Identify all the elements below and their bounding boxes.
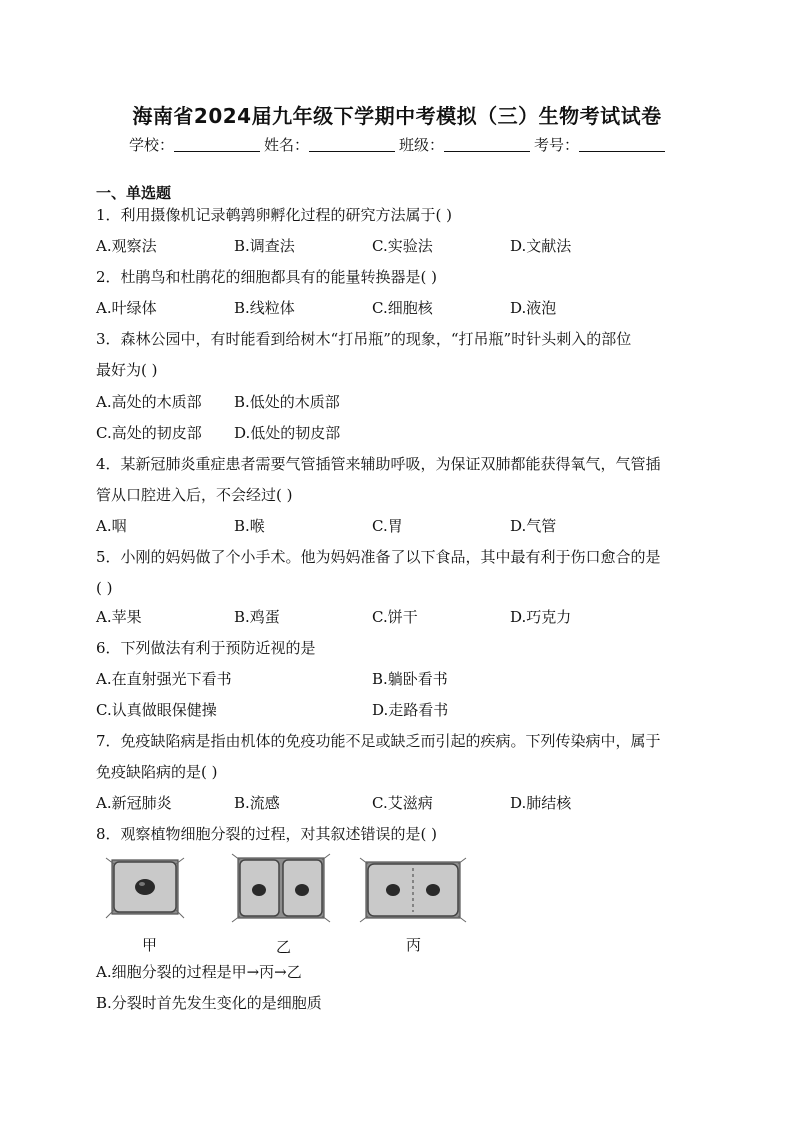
q6-option-a[interactable]: A.在直射强光下看书: [96, 670, 232, 688]
q4-option-c[interactable]: C.胃: [372, 517, 403, 535]
q6-option-b[interactable]: B.躺卧看书: [372, 670, 448, 688]
section-heading: 一、单选题: [96, 184, 172, 202]
question-2-stem: 2．杜鹃鸟和杜鹃花的细胞都具有的能量转换器是( ): [96, 268, 438, 286]
q7-option-d[interactable]: D.肺结核: [510, 794, 572, 812]
q1-option-b[interactable]: B.调查法: [234, 237, 295, 255]
q8-option-b[interactable]: B.分裂时首先发生变化的是细胞质: [96, 994, 322, 1012]
q4-option-b[interactable]: B.喉: [234, 517, 265, 535]
name-label: 姓名：: [263, 136, 309, 154]
q3-option-d[interactable]: D.低处的韧皮部: [234, 424, 341, 442]
cell-division-figure: [100, 852, 480, 962]
exam-number-field[interactable]: [534, 134, 665, 155]
cell-bing-illustration: [360, 858, 466, 922]
q5-option-d[interactable]: D.巧克力: [510, 608, 572, 626]
q1-option-a[interactable]: A.观察法: [96, 237, 157, 255]
question-3-stem-line1: 3．森林公园中，有时能看到给树木“打吊瓶”的现象，“打吊瓶”时针头刺入的部位: [96, 330, 632, 348]
student-info-row: [0, 134, 794, 155]
question-7-stem-line2: 免疫缺陷病的是( ): [96, 763, 218, 781]
q4-option-d[interactable]: D.气管: [510, 517, 557, 535]
class-blank[interactable]: [444, 137, 530, 152]
q6-option-c[interactable]: C.认真做眼保健操: [96, 701, 217, 719]
q8-option-a[interactable]: A.细胞分裂的过程是甲→丙→乙: [96, 963, 302, 981]
question-1-stem: 1．利用摄像机记录鹌鹑卵孵化过程的研究方法属于( ): [96, 206, 453, 224]
q5-option-a[interactable]: A.苹果: [96, 608, 142, 626]
exam-number-blank[interactable]: [579, 137, 665, 152]
q2-option-a[interactable]: A.叶绿体: [96, 299, 157, 317]
cell-yi-illustration: [232, 854, 330, 922]
school-field[interactable]: [129, 134, 260, 155]
q2-option-c[interactable]: C.细胞核: [372, 299, 433, 317]
question-5-stem-line2: ( ): [96, 579, 113, 597]
q1-option-d[interactable]: D.文献法: [510, 237, 572, 255]
q2-option-d[interactable]: D.液泡: [510, 299, 557, 317]
q7-option-a[interactable]: A.新冠肺炎: [96, 794, 172, 812]
name-blank[interactable]: [309, 137, 395, 152]
q6-option-d[interactable]: D.走路看书: [372, 701, 449, 719]
school-blank[interactable]: [174, 137, 260, 152]
question-8-stem: 8．观察植物细胞分裂的过程，对其叙述错误的是( ): [96, 825, 438, 843]
q4-option-a[interactable]: A.咽: [96, 517, 127, 535]
school-label: 学校：: [128, 136, 174, 154]
cell-jia-illustration: [106, 858, 184, 918]
q2-option-b[interactable]: B.线粒体: [234, 299, 295, 317]
page-title: 海南省2024届九年级下学期中考模拟（三）生物考试试卷: [132, 104, 662, 128]
q3-option-c[interactable]: C.高处的韧皮部: [96, 424, 202, 442]
question-6-stem: 6．下列做法有利于预防近视的是: [96, 639, 316, 657]
question-5-stem-line1: 5．小刚的妈妈做了个小手术。他为妈妈准备了以下食品，其中最有利于伤口愈合的是: [96, 548, 661, 566]
question-7-stem-line1: 7．免疫缺陷病是指由机体的免疫功能不足或缺乏而引起的疾病。下列传染病中，属于: [96, 732, 661, 750]
question-4-stem-line2: 管从口腔进入后，不会经过( ): [96, 486, 293, 504]
q7-option-b[interactable]: B.流感: [234, 794, 280, 812]
name-field[interactable]: [264, 134, 395, 155]
q3-option-a[interactable]: A.高处的木质部: [96, 393, 202, 411]
exam-number-label: 考号：: [534, 136, 580, 154]
class-field[interactable]: [399, 134, 530, 155]
figure-label-yi: 乙: [276, 938, 292, 956]
q5-option-c[interactable]: C.饼干: [372, 608, 418, 626]
q5-option-b[interactable]: B.鸡蛋: [234, 608, 280, 626]
figure-label-jia: 甲: [142, 936, 158, 954]
q3-option-b[interactable]: B.低处的木质部: [234, 393, 340, 411]
q7-option-c[interactable]: C.艾滋病: [372, 794, 433, 812]
class-label: 班级：: [399, 136, 445, 154]
figure-label-bing: 丙: [406, 936, 422, 954]
question-4-stem-line1: 4．某新冠肺炎重症患者需要气管插管来辅助呼吸，为保证双肺都能获得氧气，气管插: [96, 455, 661, 473]
q1-option-c[interactable]: C.实验法: [372, 237, 433, 255]
question-3-stem-line2: 最好为( ): [96, 361, 158, 379]
